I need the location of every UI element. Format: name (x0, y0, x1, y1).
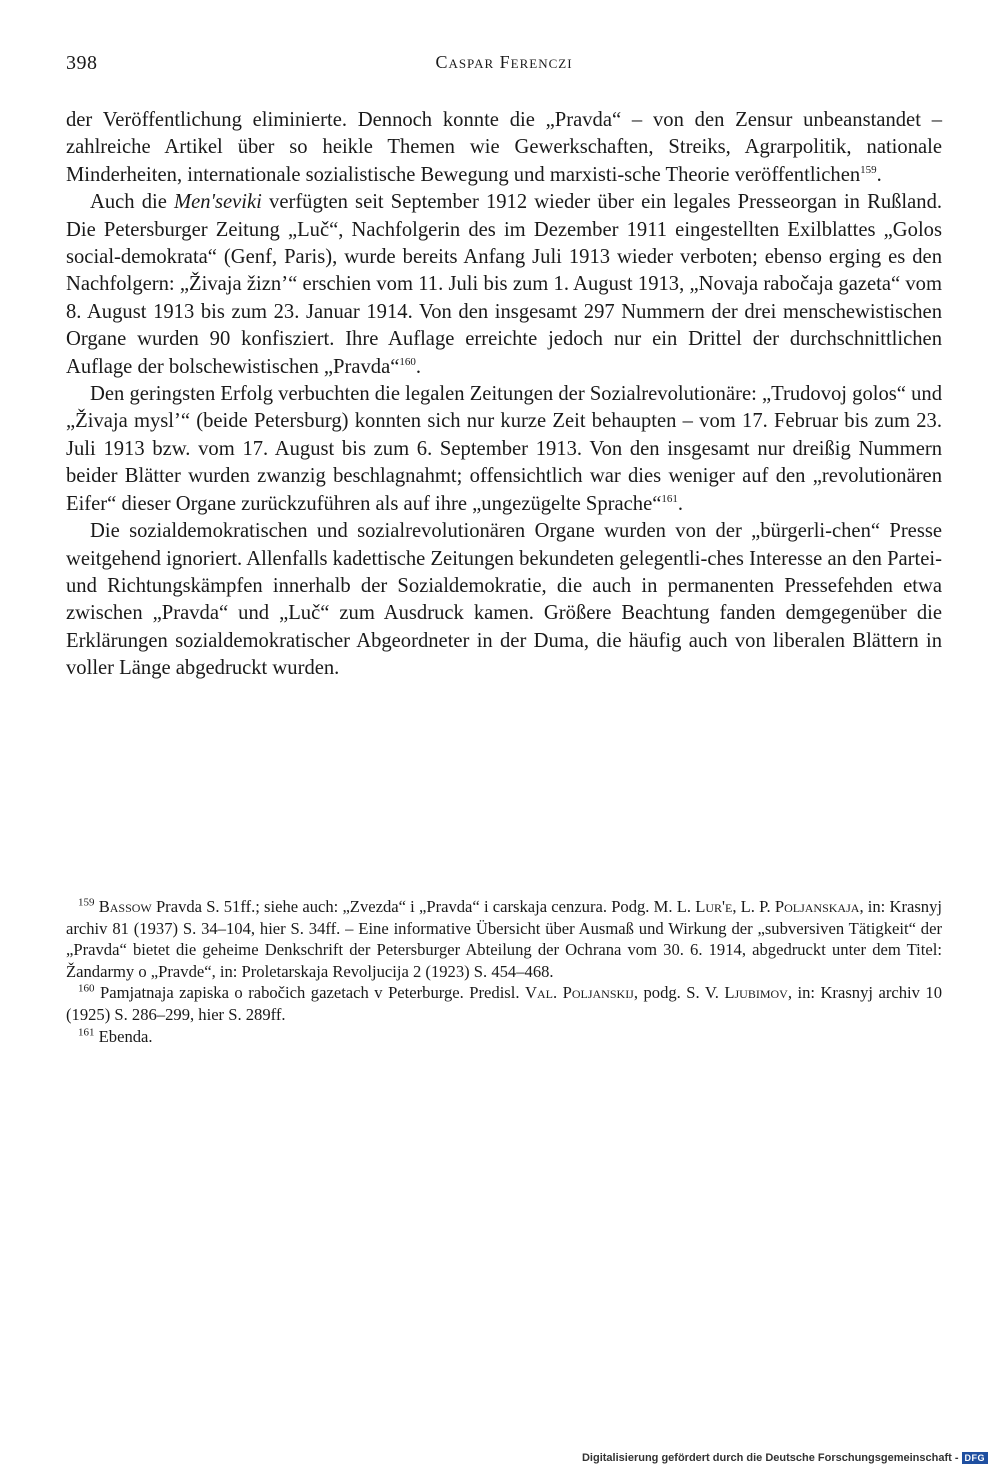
digitization-credit (582, 1452, 988, 1464)
footnote-marker: 159 (78, 896, 95, 909)
footnote-ref-159[interactable]: 159 (860, 163, 877, 176)
author-name: Poljanskaja (774, 897, 860, 916)
paragraph-text: . (876, 163, 882, 186)
italic-term: Men'seviki (174, 191, 262, 214)
paragraph-text: Auch die (90, 191, 175, 214)
footnote-text: , L. P. (732, 897, 775, 916)
paragraph-text: der Veröffentlichung eliminierte. Dennoch konnte die „Pravda“ – von den Zensur unbeanstandet – zahlreiche Artikel über so heikle Themen wie Gewerkschaften, Streiks, Agrarpolitik, nationale Minderheiten, internationale sozialistische Bewegung und marxisti-sche Theorie veröffentlichen (66, 109, 942, 186)
paragraph-text: . (677, 492, 684, 515)
author-name: Lur'e (695, 897, 733, 916)
credit-text: Digitalisierung gefördert durch die Deutsche Forschungsgemeinschaft - (581, 1452, 959, 1464)
footnote-text: , in: Krasnyj archiv 10 (1925) S. 286–299, hier S. 289ff. (66, 983, 943, 1024)
footnote-text: , in: Krasnyj archiv 81 (1937) S. 34–104, hier S. 34ff. – Eine informative Übersicht über Ausmaß und Wirkung der „subversiven Tätigkeit“ der „Pravda“ bietet die geheime Denkschrift der Petersburger Abteilung der Ochrana vom 30. 6. 1914, abgedruckt unter dem Titel: Žandarmy o „Pravde“, in: Proletarskaja Revoljucija 2 (1923) S. 454–468. (66, 897, 943, 981)
footnote-ref-160[interactable]: 160 (399, 355, 416, 368)
paragraph-3 (66, 381, 942, 518)
paragraph-text: Die sozialdemokratischen und sozialrevolutionären Organe wurden von der „bürgerli-chen“ Presse weitgehend ignoriert. Allenfalls kadettische Zeitungen bekundeten gelegentli-ches Interesse an den Partei- und Richtungskämpfen innerhalb der Sozialdemokratie, die auch in permanenten Pressefehden etwa zwischen „Pravda“ und „Luč“ zum Ausdruck kamen. Größere Beachtung fanden demgegenüber die Erklärungen sozialdemokratischer Abgeordneter in der Duma, die häufig auch von liberalen Blättern in voller Länge abgedruckt wurden. (66, 520, 942, 680)
body-text (66, 107, 942, 683)
author-name: Ljubimov (724, 983, 788, 1003)
footnote-text: Pamjatnaja zapiska o rabočich gazetach v Peterburge. Predisl. (94, 983, 526, 1003)
page-number: 398 (66, 52, 98, 74)
footnote-text: , podg. S. V. (633, 983, 725, 1003)
paragraph-text: verfügten seit September 1912 wieder über ein legales Presseorgan in Rußland. Die Petersburger Zeitung „Luč“, Nachfolgerin des im Dezember 1911 eingestellten Exilblattes „Golos social-demokrata“ (Genf, Paris), wurde bereits Anfang Juli 1913 wieder verboten; ebenso erging es den Nachfolgern: „Živaja žizn’“ erschien vom 11. Juli bis zum 1. August 1913, „Novaja rabočaja gazeta“ vom 8. August 1913 bis zum 23. Januar 1914. Von den insgesamt 297 Nummern der drei menschewistischen Organe wurden 90 konfisziert. Ihre Auflage erreichte jedoch nur ein Drittel der durchschnittlichen Auflage der bolschewistischen „Pravda“ (66, 191, 943, 378)
paragraph-text: Den geringsten Erfolg verbuchten die legalen Zeitungen der Sozialrevolutionäre: „Trudovoj golos“ und „Živaja mysl’“ (beide Petersburg) konnten sich nur kurze Zeit behaupten – vom 17. Februar bis zum 23. Juli 1913 bzw. vom 17. August bis zum 6. September 1913. Von den insgesamt nur dreißig Nummern beider Blätter wurden zwanzig beschlagnahmt; offensichtlich war dies weniger auf den „revolutionären Eifer“ dieser Organe zurückzuführen als auf ihre „ungezügelte Sprache“ (66, 383, 942, 515)
footnote-160 (66, 982, 942, 1025)
footnote-marker: 161 (78, 1026, 95, 1039)
footnote-ref-161[interactable]: 161 (661, 492, 678, 505)
author-name: Bassow (98, 897, 152, 916)
paragraph-4 (66, 518, 942, 682)
footnote-text: Pravda S. 51ff.; siehe auch: „Zvezda“ i „Pravda“ i carskaja cenzura. Podg. M. L. (151, 897, 696, 916)
dfg-logo: DFG (962, 1452, 989, 1464)
paragraph-2 (66, 189, 942, 381)
footnote-text: Ebenda. (94, 1026, 153, 1046)
footnotes (66, 896, 942, 1047)
paragraph-text: . (415, 355, 422, 378)
running-title: Caspar Ferenczi (435, 52, 573, 72)
footnote-159 (66, 896, 942, 982)
footnote-marker: 160 (78, 982, 95, 995)
author-name: Val. Poljanskij (525, 983, 634, 1003)
footnote-161 (66, 1026, 942, 1048)
running-head (66, 52, 942, 82)
paragraph-1 (66, 107, 942, 189)
